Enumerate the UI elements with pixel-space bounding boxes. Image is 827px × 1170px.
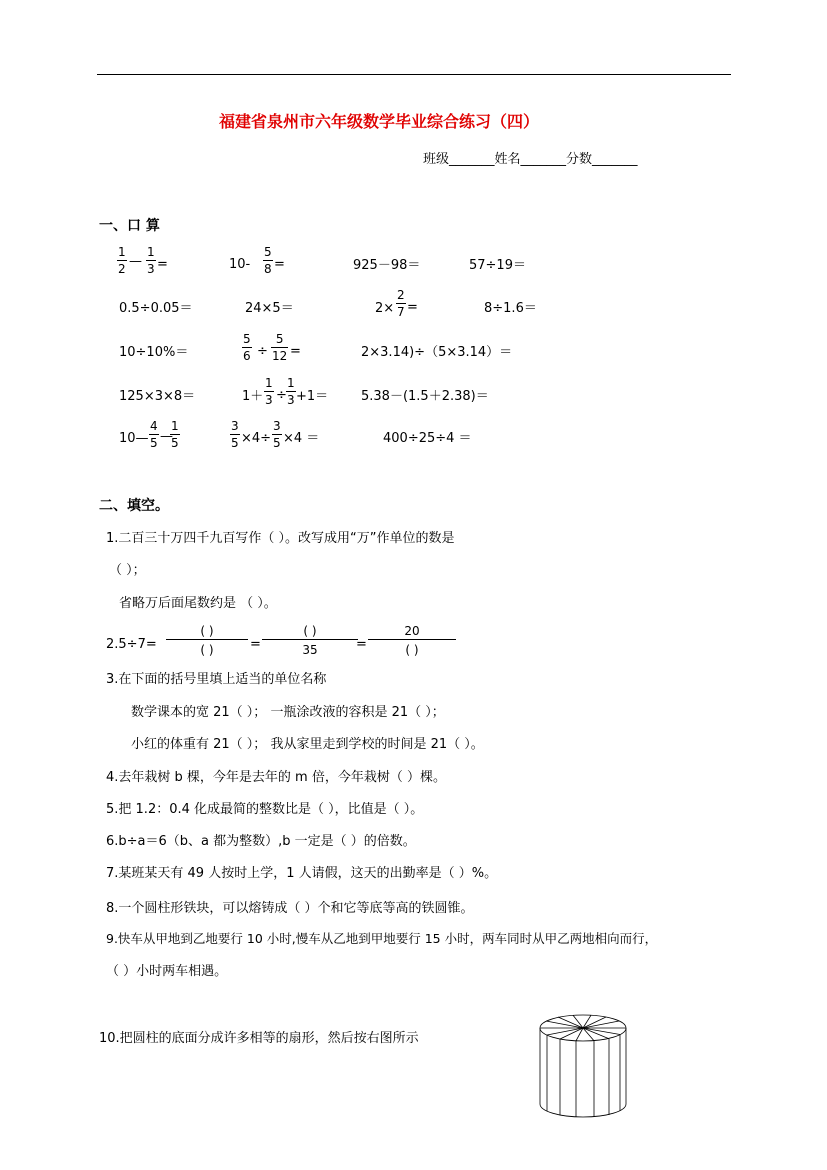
question-5: 5.把 1.2：0.4 化成最简的整数比是（ ），比值是（ ）。 bbox=[106, 802, 424, 817]
fraction-1-3: 1 3 bbox=[147, 245, 155, 276]
equals-sign: = bbox=[356, 637, 367, 652]
fraction-1-3: 1 3 bbox=[287, 376, 295, 407]
times-4-equals: ×4 ＝ bbox=[283, 431, 320, 446]
problem-10-10pct: 10÷10%＝ bbox=[119, 345, 189, 360]
question-2-fraction-3: 20 ( ) bbox=[368, 624, 456, 657]
fraction-5-8: 5 8 bbox=[264, 245, 272, 276]
question-6: 6.b÷a＝6（b、a 都为整数）,b 一定是（ ）的倍数。 bbox=[106, 834, 416, 849]
question-1-line1: 1.二百三十万四千九百写作（ ）。改写成用“万”作单位的数是 bbox=[106, 531, 455, 546]
equals-sign: = bbox=[290, 344, 301, 359]
equals-sign: = bbox=[250, 637, 261, 652]
problem-10-minus: 10— bbox=[119, 431, 149, 446]
equals-sign: = bbox=[157, 257, 168, 272]
section2-heading: 二、填空。 bbox=[99, 498, 169, 514]
fraction-1-5: 1 5 bbox=[171, 419, 179, 450]
question-1-line2: （ ）； bbox=[109, 563, 146, 578]
divide-sign: ÷ bbox=[257, 344, 268, 359]
question-2-fraction-2: ( ) 35 bbox=[262, 624, 358, 657]
problem-400-25-4: 400÷25÷4 ＝ bbox=[383, 431, 472, 446]
question-3-line1: 数学课本的宽 21（ ）； 一瓶涂改液的容积是 21（ ）； bbox=[131, 705, 445, 720]
problem-8-1.6: 8÷1.6＝ bbox=[484, 301, 537, 316]
question-2-prefix: 2.5÷7= bbox=[106, 637, 157, 652]
question-7: 7.某班某天有 49 人按时上学，1 人请假，这天的出勤率是（ ）%。 bbox=[106, 866, 498, 881]
question-2-fraction-1: ( ) ( ) bbox=[166, 624, 248, 657]
fraction-4-5: 4 5 bbox=[150, 419, 158, 450]
problem-5.38: 5.38－(1.5＋2.38)＝ bbox=[361, 389, 489, 404]
problem-125x3x8: 125×3×8＝ bbox=[119, 389, 196, 404]
fraction-2-7: 2 7 bbox=[397, 288, 405, 319]
problem-57-19: 57÷19＝ bbox=[469, 258, 526, 273]
problem-925-98: 925－98＝ bbox=[353, 258, 421, 273]
question-3-title: 3.在下面的括号里填上适当的单位名称 bbox=[106, 672, 327, 687]
problem-24x5: 24×5＝ bbox=[245, 301, 294, 316]
fraction-3-5: 3 5 bbox=[273, 419, 281, 450]
fraction-5-6: 5 6 bbox=[243, 332, 251, 363]
problem-2x3.14: 2×3.14)÷（5×3.14）＝ bbox=[361, 345, 513, 360]
plus-one-equals: +1＝ bbox=[296, 389, 329, 404]
problem-2x: 2× bbox=[375, 301, 395, 316]
question-10: 10.把圆柱的底面分成许多相等的扇形，然后按右图所示 bbox=[99, 1031, 419, 1046]
cylinder-sectors-figure bbox=[536, 1012, 632, 1122]
equals-sign: = bbox=[274, 257, 285, 272]
question-1-line3: 省略万后面尾数约是 （ ）。 bbox=[119, 596, 277, 611]
times-4-divide: ×4÷ bbox=[241, 431, 272, 446]
fraction-1-2: 1 2 bbox=[118, 245, 126, 276]
problem-10-minus: 10- bbox=[229, 257, 251, 272]
minus-sign: — bbox=[160, 429, 173, 444]
equals-sign: = bbox=[407, 300, 418, 315]
top-rule bbox=[97, 74, 731, 75]
question-8: 8.一个圆柱形铁块，可以熔铸成（ ）个和它等底等高的铁圆锥。 bbox=[106, 901, 474, 916]
page-title: 福建省泉州市六年级数学毕业综合练习（四） bbox=[219, 112, 540, 131]
question-9-line1: 9.快车从甲地到乙地要行 10 小时,慢车从乙地到甲地要行 15 小时，两车同时从甲乙两地相向而行， bbox=[106, 931, 658, 946]
question-4: 4.去年栽树 b 棵，今年是去年的 m 倍，今年栽树（ ）棵。 bbox=[106, 770, 446, 785]
question-9-line2: （ ）小时两车相遇。 bbox=[106, 964, 228, 979]
problem-1-plus: 1＋ bbox=[242, 389, 264, 404]
minus-sign: — bbox=[129, 254, 142, 269]
fraction-1-3: 1 3 bbox=[265, 376, 273, 407]
divide-sign: ÷ bbox=[276, 388, 287, 403]
question-3-line2: 小红的体重有 21（ ）； 我从家里走到学校的时间是 21（ ）。 bbox=[131, 737, 484, 752]
fraction-3-5: 3 5 bbox=[231, 419, 239, 450]
section1-heading: 一、口 算 bbox=[99, 218, 160, 234]
fraction-5-12: 5 12 bbox=[272, 332, 288, 363]
problem-0.5-0.05: 0.5÷0.05＝ bbox=[119, 301, 193, 316]
class-name-score-line: 班级_______姓名_______分数_______ bbox=[423, 152, 638, 167]
